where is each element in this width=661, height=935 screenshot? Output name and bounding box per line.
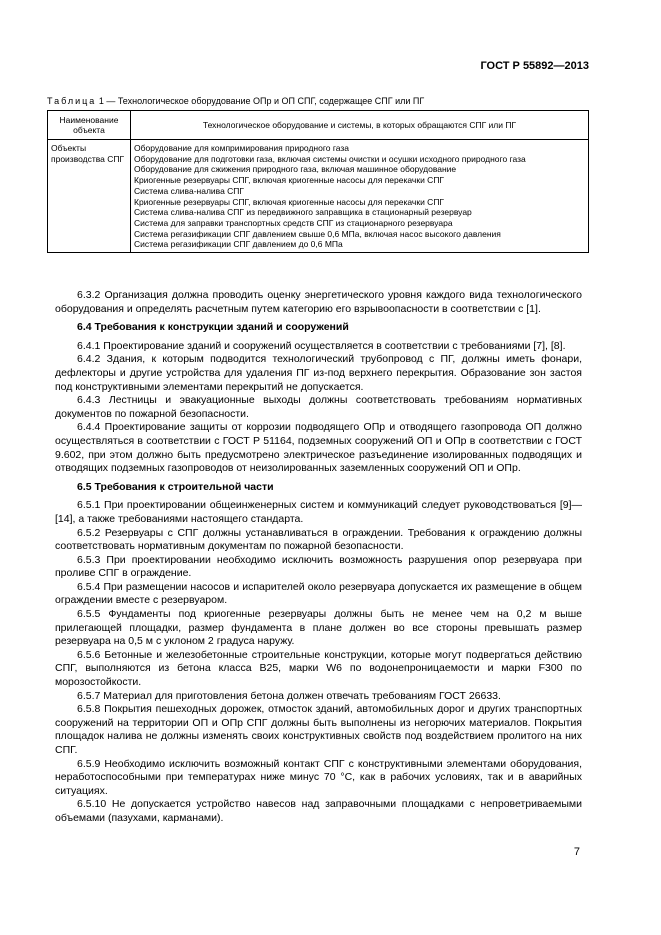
paragraph-6-5-8: 6.5.8 Покрытия пешеходных дорожек, отмосток зданий, автомобильных дорог и других транспортных сооружений на территории ОП и ОПр СПГ должны быть выполнены из негорючих материалов. Покрытия площадок налива не должны изменять своих конструктивных свойств под воздействием пролитого на них СПГ. <box>55 703 582 756</box>
list-item: Криогенные резервуары СПГ, включая криогенные насосы для перекачки СПГ <box>134 196 445 207</box>
paragraph-6-5-2: 6.5.2 Резервуары с СПГ должны устанавливаться в ограждении. Требования к ограждению должны соответствовать нормативным документам по пожарной безопасности. <box>55 526 582 553</box>
paragraph-6-4-3: 6.4.3 Лестницы и эвакуационные выходы должны соответствовать требованиям нормативных документов по пожарной безопасности. <box>55 394 582 420</box>
standard-code-header: ГОСТ Р 55892—2013 <box>480 60 589 72</box>
list-item: Оборудование для компримирования природного газа <box>134 143 350 153</box>
paragraph-6-4-2: 6.4.2 Здания, к которым подводится технологический трубопровод с ПГ, должны иметь фонари, дефлекторы и другие устройства для удаления ПГ из-под верхнего перекрытия. Образование зон застоя под конструктивными элементами перекрытий не допускается. <box>55 353 582 393</box>
list-item: Оборудование для сжижения природного газа, включая машинное оборудование <box>134 164 457 175</box>
paragraph-6-4-4: 6.4.4 Проектирование защиты от коррозии подводящего ОПр и отводящего газопровода ОП должно осуществляться в соответствии с ГОСТ Р 51164, подземных сооружений ОП и ОПр в соответствии с ГОСТ 9.602, при этом должно быть предусмотрено электрическое разъединение изолированных подводящих и отводящих подземных газопроводов от неизолированных заземленных сооружений ОП и ОПр. <box>55 421 582 475</box>
paragraph-6-5-6: 6.5.6 Бетонные и железобетонные строительные конструкции, которые могут подвергаться действию СПГ, выполняются из бетона класса В25, марки W6 по водонепроницаемости и марки F300 по морозостойкости. <box>55 648 582 689</box>
paragraph-6-3-2: 6.3.2 Организация должна проводить оценку энергетического уровня каждого вида технологического оборудования и определять расчетным путем категорию его взрывоопасности в соответствии с [1]. <box>55 289 582 315</box>
section-heading-6-5: 6.5 Требования к строительной части <box>77 480 274 493</box>
col-header-object: Наименование объекта <box>48 111 131 140</box>
table-header-row <box>48 111 589 140</box>
col-header-equipment: Технологическое оборудование и системы, в которых обращаются СПГ или ПГ <box>131 111 589 140</box>
paragraph-6-5-7: 6.5.7 Материал для приготовления бетона должен отвечать требованиям ГОСТ 26633. <box>77 689 501 702</box>
page-number: 7 <box>573 846 580 858</box>
section-heading-6-4: 6.4 Требования к конструкции зданий и сооружений <box>77 321 349 334</box>
list-item: Криогенные резервуары СПГ, включая криогенные насосы для перекачки СПГ <box>134 175 445 186</box>
paragraph-6-4-1: 6.4.1 Проектирование зданий и сооружений осуществляется в соответствии с требованиями [7], [8]. <box>77 339 566 352</box>
list-item: Система слива-налива СПГ из передвижного заправщика в стационарный резервуар <box>134 207 472 218</box>
table-caption-label: Таблица <box>47 96 97 106</box>
table-row <box>48 140 589 253</box>
list-item: Система слива-налива СПГ <box>134 185 245 196</box>
table-caption <box>47 96 587 106</box>
equipment-table <box>47 110 589 253</box>
list-item: Система регазификации СПГ давлением до 0,6 МПа <box>134 239 343 250</box>
body-text <box>55 289 582 826</box>
object-cell: Объекты производства СПГ <box>48 140 131 253</box>
list-item: Система для заправки транспортных средств СПГ из стационарного резервуара <box>134 217 453 228</box>
list-item: Система регазификации СПГ давлением свыше 0,6 МПа, включая насос высокого давления <box>134 228 501 239</box>
equipment-list <box>134 142 585 250</box>
paragraph-6-5-10: 6.5.10 Не допускается устройство навесов над заправочными площадками с непроветриваемыми объемами (пазухами, карманами). <box>55 798 582 824</box>
list-item: Оборудование для подготовки газа, включая системы очистки и осушки исходного природного газа <box>134 153 526 164</box>
paragraph-6-5-9: 6.5.9 Необходимо исключить возможный контакт СПГ с конструктивными элементами оборудования, неработоспособными при температурах ниже минус 70 °С, как в рабочих условиях, так и в аварийных ситуациях. <box>55 757 582 797</box>
table-caption-text: 1 — Технологическое оборудование ОПр и ОП СПГ, содержащее СПГ или ПГ <box>98 96 425 106</box>
paragraph-6-5-1: 6.5.1 При проектировании общеинженерных систем и коммуникаций следует руководствоваться [9]—[14], а также требованиями настоящего стандарта. <box>55 499 582 525</box>
equipment-cell <box>131 140 589 253</box>
paragraph-6-5-4: 6.5.4 При размещении насосов и испарителей около резервуара допускается их размещение в общем ограждении вместе с резервуаром. <box>55 580 582 607</box>
paragraph-6-5-3: 6.5.3 При проектировании необходимо исключить возможность разрушения опор резервуара при проливе СПГ в ограждение. <box>55 553 582 580</box>
paragraph-6-5-5: 6.5.5 Фундаменты под криогенные резервуары должны быть не менее чем на 0,2 м выше прилегающей площадки, размер фундамента в плане должен во все стороны превышать размер резервуара на 0,5 м с уклоном 2 градуса наружу. <box>55 608 582 648</box>
